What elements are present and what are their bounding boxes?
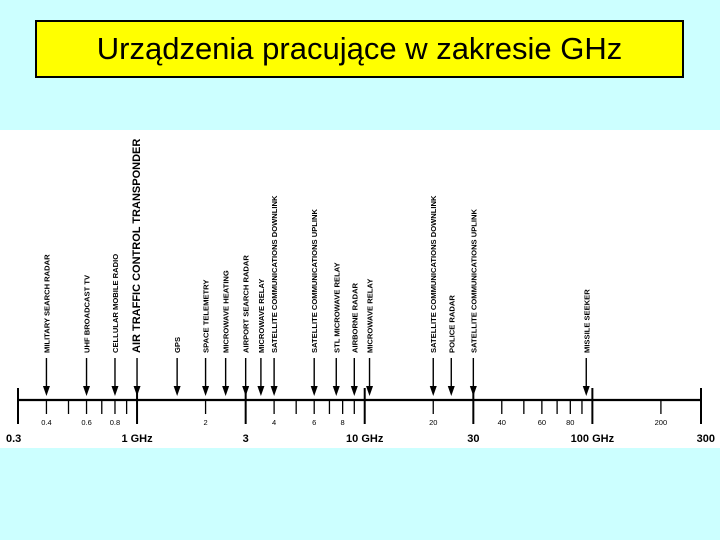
device-arrow-head bbox=[174, 386, 181, 396]
device-label: SATELLITE COMMUNICATIONS DOWNLINK bbox=[429, 195, 439, 353]
minor-tick-label: 8 bbox=[340, 418, 345, 427]
minor-tick-label: 20 bbox=[429, 418, 438, 427]
device-label: MICROWAVE HEATING bbox=[221, 270, 231, 353]
minor-tick-label: 2 bbox=[203, 418, 208, 427]
device-label: AIRPORT SEARCH RADAR bbox=[241, 255, 251, 353]
device-arrow-head bbox=[202, 386, 209, 396]
device-label: POLICE RADAR bbox=[447, 295, 457, 353]
major-tick-label: 10 GHz bbox=[346, 433, 384, 445]
device-label: AIR TRAFFIC CONTROL TRANSPONDER bbox=[131, 138, 144, 353]
device-marker bbox=[582, 289, 591, 396]
slide-title: Urządzenia pracujące w zakresie GHz bbox=[96, 31, 623, 66]
device-label: MISSILE SEEKER bbox=[582, 289, 592, 353]
device-marker bbox=[173, 337, 182, 396]
minor-tick-label: 4 bbox=[272, 418, 277, 427]
device-marker bbox=[270, 195, 279, 396]
device-arrow-head bbox=[448, 386, 455, 396]
device-label: UHF BROADCAST TV bbox=[82, 274, 92, 353]
device-label: MICROWAVE RELAY bbox=[365, 278, 375, 353]
device-marker bbox=[222, 270, 231, 396]
device-marker bbox=[111, 254, 120, 396]
device-label: MICROWAVE RELAY bbox=[256, 278, 266, 353]
minor-tick-label: 6 bbox=[312, 418, 317, 427]
major-tick-label: 300 bbox=[696, 433, 715, 445]
device-marker bbox=[332, 262, 341, 396]
device-arrow-head bbox=[222, 386, 229, 396]
device-marker bbox=[469, 208, 478, 396]
device-arrow-head bbox=[43, 386, 50, 396]
device-arrow-head bbox=[111, 386, 118, 396]
major-tick-label: 1 GHz bbox=[121, 433, 153, 445]
major-tick-label: 3 bbox=[242, 433, 249, 445]
device-marker bbox=[350, 282, 359, 396]
device-arrow-head bbox=[333, 386, 340, 396]
device-marker bbox=[447, 295, 456, 396]
device-marker bbox=[257, 279, 266, 396]
device-arrow-head bbox=[83, 386, 90, 396]
device-label: GPS bbox=[173, 336, 183, 353]
device-arrow-head bbox=[351, 386, 358, 396]
device-arrow-head bbox=[366, 386, 373, 396]
device-marker bbox=[202, 280, 211, 396]
device-marker bbox=[42, 254, 51, 396]
device-label: STL MICROWAVE RELAY bbox=[332, 262, 342, 353]
device-marker bbox=[310, 208, 319, 396]
major-tick-label: 30 bbox=[467, 433, 480, 445]
minor-tick-label: 200 bbox=[654, 418, 668, 427]
major-tick-label: 0.3 bbox=[6, 433, 22, 445]
device-arrow-head bbox=[271, 386, 278, 396]
device-label: SATELLITE COMMUNICATIONS UPLINK bbox=[310, 209, 320, 353]
device-marker bbox=[242, 255, 251, 396]
minor-tick-label: 40 bbox=[497, 418, 506, 427]
minor-tick-label: 80 bbox=[566, 418, 575, 427]
device-arrow-head bbox=[311, 386, 318, 396]
device-arrow-head bbox=[430, 386, 437, 396]
spectrum-diagram bbox=[0, 130, 720, 448]
device-arrow-head bbox=[583, 386, 590, 396]
device-marker bbox=[83, 274, 92, 396]
device-arrow-head bbox=[257, 386, 264, 396]
title-box bbox=[35, 20, 684, 78]
device-marker bbox=[429, 195, 438, 396]
device-label: SATELLITE COMMUNICATIONS DOWNLINK bbox=[270, 195, 280, 353]
device-marker bbox=[366, 279, 375, 396]
minor-tick-label: 0.6 bbox=[81, 418, 92, 427]
major-tick-label: 100 GHz bbox=[570, 433, 615, 445]
minor-tick-label: 0.8 bbox=[109, 418, 121, 427]
device-label: CELLULAR MOBILE RADIO bbox=[110, 253, 120, 353]
device-marker bbox=[131, 139, 143, 396]
minor-tick-label: 60 bbox=[537, 418, 547, 427]
device-label: MILITARY SEARCH RADAR bbox=[42, 254, 52, 353]
minor-tick-label: 0.4 bbox=[41, 418, 52, 427]
device-label: SPACE TELEMETRY bbox=[201, 279, 211, 353]
spectrum-chart bbox=[0, 130, 720, 448]
device-label: AIRBORNE RADAR bbox=[350, 282, 360, 353]
device-label: SATELLITE COMMUNICATIONS UPLINK bbox=[469, 209, 479, 353]
